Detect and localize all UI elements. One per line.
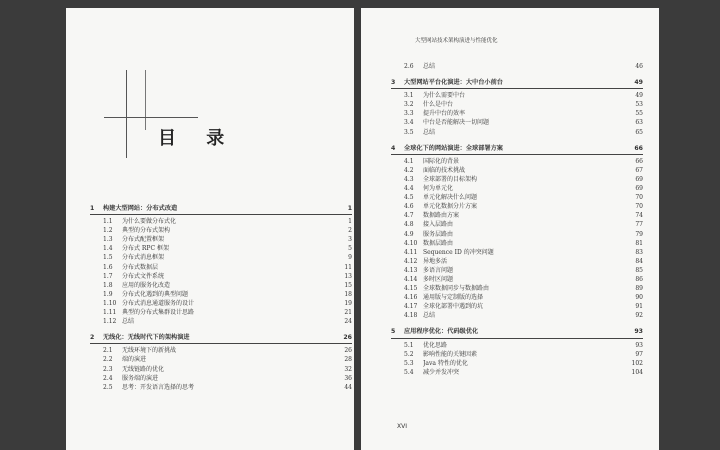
toc-section-row[interactable]: [391, 211, 643, 220]
toc-section-row[interactable]: [90, 355, 352, 364]
toc-section-row[interactable]: [90, 299, 352, 308]
toc-entry-title: 应用的服务化改造: [122, 281, 171, 289]
toc-entry-title: 应用程序优化：代码级优化: [404, 328, 479, 336]
toc-entry-title: 国际化的背景: [423, 157, 460, 165]
toc-section-row[interactable]: [391, 257, 643, 266]
toc-entry-number: 5.4: [404, 368, 414, 376]
toc-entry-page: 69: [635, 175, 643, 183]
toc-entry-title: 提升中台的效率: [423, 110, 466, 118]
toc-entry-page: 81: [635, 239, 643, 247]
toc-entry-page: 15: [344, 281, 352, 289]
toc-entry-number: 4.2: [404, 166, 414, 174]
toc-entry-number: 4.6: [404, 203, 414, 211]
toc-title: 目 录: [158, 128, 237, 149]
toc-entry-number: 4.10: [404, 239, 418, 247]
toc-entry-title: 端的演进: [122, 356, 147, 364]
toc-entry-number: 2.3: [103, 365, 113, 373]
toc-entry-number: 3.1: [404, 92, 414, 100]
toc-entry-title: 无线环境下的新挑战: [122, 347, 177, 355]
toc-entry-number: 4.4: [404, 185, 414, 193]
toc-entry-title: 大型网站平台化演进：大中台小前台: [404, 79, 503, 87]
toc-entry-page: 2: [348, 227, 352, 235]
toc-entry-title: 全球化部署中遇到的坑: [423, 303, 484, 311]
toc-entry-title: 为什么需要中台: [423, 92, 466, 100]
toc-section-row[interactable]: [90, 383, 352, 392]
toc-entry-title: 服务层路由: [423, 230, 454, 238]
toc-entry-page: 9: [348, 254, 352, 262]
toc-entry-page: 74: [635, 212, 643, 220]
toc-entry-number: 1: [90, 205, 95, 212]
toc-section-row[interactable]: [90, 263, 352, 272]
toc-list-left: [90, 204, 352, 392]
toc-section-row[interactable]: [90, 290, 352, 299]
decorative-horizontal-rule: [104, 117, 198, 118]
toc-section-row[interactable]: [391, 166, 643, 175]
toc-entry-page: 89: [635, 285, 643, 293]
toc-entry-page: 86: [635, 275, 643, 283]
toc-entry-number: 1.7: [103, 272, 113, 280]
toc-section-row[interactable]: [90, 244, 352, 253]
toc-entry-page: 70: [635, 203, 643, 211]
toc-entry-page: 11: [344, 263, 352, 271]
toc-entry-number: 4.14: [404, 275, 418, 283]
toc-section-row[interactable]: [391, 91, 643, 100]
toc-entry-page: 83: [635, 248, 643, 256]
toc-entry-number: 1.4: [103, 245, 113, 253]
toc-section-row[interactable]: [391, 302, 643, 311]
toc-entry-page: 5: [348, 245, 352, 253]
toc-entry-page: 49: [634, 79, 643, 87]
toc-section-row[interactable]: [391, 350, 643, 359]
toc-section-row[interactable]: [391, 62, 643, 71]
toc-entry-number: 4.5: [404, 194, 414, 202]
toc-entry-number: 2.6: [404, 63, 414, 70]
toc-entry-number: 4.3: [404, 175, 414, 183]
toc-section-row[interactable]: [391, 368, 643, 377]
toc-entry-number: 4.15: [404, 285, 418, 293]
toc-entry-number: 3.3: [404, 110, 414, 118]
toc-entry-title: 单元化数据分片方案: [423, 203, 478, 211]
toc-entry-page: 49: [635, 92, 643, 100]
toc-section-row[interactable]: [391, 230, 643, 239]
toc-entry-title: 总结: [122, 318, 135, 326]
toc-entry-title: 接入层路由: [423, 221, 454, 229]
toc-section-row[interactable]: [391, 128, 643, 137]
toc-entry-page: 102: [631, 359, 643, 367]
toc-entry-title: Sequence ID 的冲突问题: [423, 248, 494, 256]
toc-entry-title: 分布式消息框架: [122, 254, 165, 262]
toc-entry-page: 53: [635, 101, 643, 109]
toc-section-row[interactable]: [391, 266, 643, 275]
toc-entry-title: 构建大型网站：分布式改造: [103, 205, 178, 212]
toc-entry-title: 总结: [423, 128, 436, 136]
decorative-vertical-rule: [126, 70, 127, 158]
toc-entry-page: 32: [344, 365, 352, 373]
toc-entry-title: 分布式消息通道服务的设计: [122, 299, 195, 307]
toc-entry-title: 优化思路: [423, 341, 448, 349]
toc-section-row[interactable]: [391, 157, 643, 166]
toc-entry-number: 2.2: [103, 356, 113, 364]
toc-entry-title: 数据路由方案: [423, 212, 460, 220]
toc-chapter-row[interactable]: [391, 144, 643, 155]
toc-entry-number: 1.9: [103, 290, 113, 298]
toc-section-row[interactable]: [391, 248, 643, 257]
toc-entry-title: 异地多活: [423, 257, 448, 265]
toc-section-row[interactable]: [391, 311, 643, 320]
toc-entry-number: 1.8: [103, 281, 113, 289]
toc-section-row[interactable]: [391, 359, 643, 368]
toc-entry-title: 总结: [423, 312, 436, 320]
toc-entry-page: 1: [347, 205, 352, 212]
toc-entry-title: 全球部署的目标架构: [423, 175, 478, 183]
toc-entry-title: 为什么要做分布式化: [122, 218, 177, 226]
toc-entry-title: 全球数据同步与数据路由: [423, 285, 490, 293]
toc-entry-page: 67: [635, 166, 643, 174]
toc-entry-number: 3.5: [404, 128, 414, 136]
toc-section-row[interactable]: [90, 346, 352, 355]
toc-entry-number: 4.16: [404, 294, 418, 302]
toc-section-row[interactable]: [90, 226, 352, 235]
toc-chapter-row[interactable]: [391, 78, 643, 89]
toc-entry-page: 91: [635, 303, 643, 311]
toc-entry-number: 4.13: [404, 266, 418, 274]
toc-entry-number: 3.4: [404, 119, 414, 127]
toc-entry-title: 影响性能的关键因素: [423, 350, 478, 358]
toc-entry-number: 1.1: [103, 218, 113, 226]
toc-entry-page: 3: [348, 236, 352, 244]
toc-entry-page: 24: [344, 318, 352, 326]
toc-chapter-row[interactable]: [391, 327, 643, 338]
toc-entry-number: 2.4: [103, 374, 113, 382]
toc-entry-title: 总结: [423, 63, 436, 70]
toc-entry-title: 全球化下的网站演进：全球部署方案: [404, 144, 503, 152]
toc-entry-number: 5: [391, 328, 396, 336]
toc-section-row[interactable]: [391, 118, 643, 127]
toc-entry-title: 何为单元化: [423, 185, 454, 193]
toc-entry-page: 93: [635, 341, 643, 349]
toc-section-row[interactable]: [391, 100, 643, 109]
toc-entry-number: 4.17: [404, 303, 418, 311]
toc-entry-page: 1: [348, 218, 352, 226]
toc-section-row[interactable]: [391, 341, 643, 350]
toc-entry-page: 63: [635, 119, 643, 127]
toc-entry-number: 4.1: [404, 157, 414, 165]
toc-section-row[interactable]: [391, 109, 643, 118]
toc-entry-number: 1.6: [103, 263, 113, 271]
toc-entry-page: 21: [344, 309, 352, 317]
toc-section-row[interactable]: [391, 239, 643, 248]
left-page: [66, 8, 354, 450]
toc-entry-number: 1.2: [103, 227, 113, 235]
toc-entry-page: 104: [631, 368, 643, 376]
toc-entry-page: 19: [344, 299, 352, 307]
toc-entry-number: 2: [90, 334, 95, 342]
toc-entry-page: 77: [635, 221, 643, 229]
toc-section-row[interactable]: [391, 184, 643, 193]
toc-entry-page: 28: [344, 356, 352, 364]
toc-entry-title: 分布式文件系统: [122, 272, 165, 280]
toc-entry-page: 92: [635, 312, 643, 320]
toc-entry-page: 26: [343, 334, 352, 342]
toc-entry-title: 典型的分布式架构: [122, 227, 171, 235]
toc-section-row[interactable]: [391, 175, 643, 184]
toc-entry-page: 65: [635, 128, 643, 136]
toc-entry-number: 4.9: [404, 230, 414, 238]
toc-entry-number: 1.3: [103, 236, 113, 244]
toc-entry-number: 5.2: [404, 350, 414, 358]
toc-entry-page: 66: [634, 144, 643, 152]
right-page: [361, 8, 659, 450]
toc-section-row[interactable]: [391, 293, 643, 302]
toc-entry-number: 3.2: [404, 101, 414, 109]
toc-entry-number: 1.5: [103, 254, 113, 262]
toc-section-row[interactable]: [90, 365, 352, 374]
toc-list-right: [391, 62, 643, 377]
toc-entry-number: 3: [391, 79, 396, 87]
toc-section-row[interactable]: [90, 317, 352, 326]
toc-chapter-row[interactable]: [90, 204, 352, 215]
toc-section-row[interactable]: [90, 308, 352, 317]
toc-entry-page: 97: [635, 350, 643, 358]
toc-entry-page: 44: [344, 383, 352, 391]
toc-section-row[interactable]: [90, 253, 352, 262]
toc-section-row[interactable]: [90, 374, 352, 383]
toc-entry-title: 无线链路的优化: [122, 365, 165, 373]
toc-entry-title: 分布式化遇到的典型问题: [122, 290, 189, 298]
toc-section-row[interactable]: [90, 235, 352, 244]
toc-section-row[interactable]: [90, 217, 352, 226]
toc-entry-number: 4.8: [404, 221, 414, 229]
toc-entry-title: 无线化：无线时代下的架构演进: [103, 334, 190, 342]
toc-entry-title: 分布式配置框架: [122, 236, 165, 244]
toc-section-row[interactable]: [391, 193, 643, 202]
toc-entry-page: 70: [635, 194, 643, 202]
toc-entry-number: 1.11: [103, 309, 117, 317]
toc-entry-page: 13: [344, 272, 352, 280]
toc-entry-title: 面临的技术挑战: [423, 166, 466, 174]
toc-entry-title: 通用版与定制版的选择: [423, 294, 484, 302]
toc-section-row[interactable]: [90, 272, 352, 281]
toc-entry-page: 69: [635, 185, 643, 193]
toc-entry-title: 多时区问题: [423, 275, 454, 283]
toc-entry-page: 90: [635, 294, 643, 302]
toc-entry-title: 服务端的演进: [122, 374, 159, 382]
toc-entry-number: 2.1: [103, 347, 113, 355]
toc-entry-title: 什么是中台: [423, 101, 454, 109]
toc-entry-page: 85: [635, 266, 643, 274]
toc-entry-number: 4.18: [404, 312, 418, 320]
toc-entry-title: 中台是否能解决一切问题: [423, 119, 490, 127]
toc-entry-number: 5.3: [404, 359, 414, 367]
toc-entry-title: 减少并发冲突: [423, 368, 460, 376]
running-header: 大型网站技术架构演进与性能优化: [415, 38, 498, 44]
toc-entry-number: 4.11: [404, 248, 418, 256]
toc-entry-page: 84: [635, 257, 643, 265]
toc-entry-title: 单元化解决什么问题: [423, 194, 478, 202]
toc-entry-number: 2.5: [103, 383, 113, 391]
toc-section-row[interactable]: [391, 284, 643, 293]
toc-entry-page: 26: [344, 347, 352, 355]
toc-entry-number: 5.1: [404, 341, 414, 349]
toc-entry-title: Java 特性的优化: [423, 359, 468, 367]
toc-entry-title: 典型的分布式集群设计思路: [122, 309, 195, 317]
toc-entry-title: 思考：开发语言选择的思考: [122, 383, 195, 391]
toc-section-row[interactable]: [391, 202, 643, 211]
toc-entry-page: 18: [344, 290, 352, 298]
toc-entry-page: 36: [344, 374, 352, 382]
toc-entry-title: 多语言问题: [423, 266, 454, 274]
toc-entry-title: 分布式 RPC 框架: [122, 245, 169, 253]
toc-entry-page: 93: [634, 328, 643, 336]
toc-section-row[interactable]: [391, 220, 643, 229]
toc-section-row[interactable]: [391, 275, 643, 284]
toc-entry-page: 55: [635, 110, 643, 118]
toc-entry-title: 数据层路由: [423, 239, 454, 247]
toc-entry-number: 1.12: [103, 318, 117, 326]
page-number: XVI: [397, 423, 407, 430]
toc-entry-page: 46: [635, 63, 643, 70]
toc-entry-number: 1.10: [103, 299, 117, 307]
toc-entry-number: 4.12: [404, 257, 418, 265]
toc-section-row[interactable]: [90, 281, 352, 290]
toc-entry-page: 79: [635, 230, 643, 238]
toc-entry-number: 4: [391, 144, 396, 152]
toc-chapter-row[interactable]: [90, 333, 352, 344]
toc-entry-page: 66: [635, 157, 643, 165]
toc-entry-title: 分布式数据层: [122, 263, 159, 271]
toc-entry-number: 4.7: [404, 212, 414, 220]
decorative-vertical-rule: [145, 70, 146, 130]
